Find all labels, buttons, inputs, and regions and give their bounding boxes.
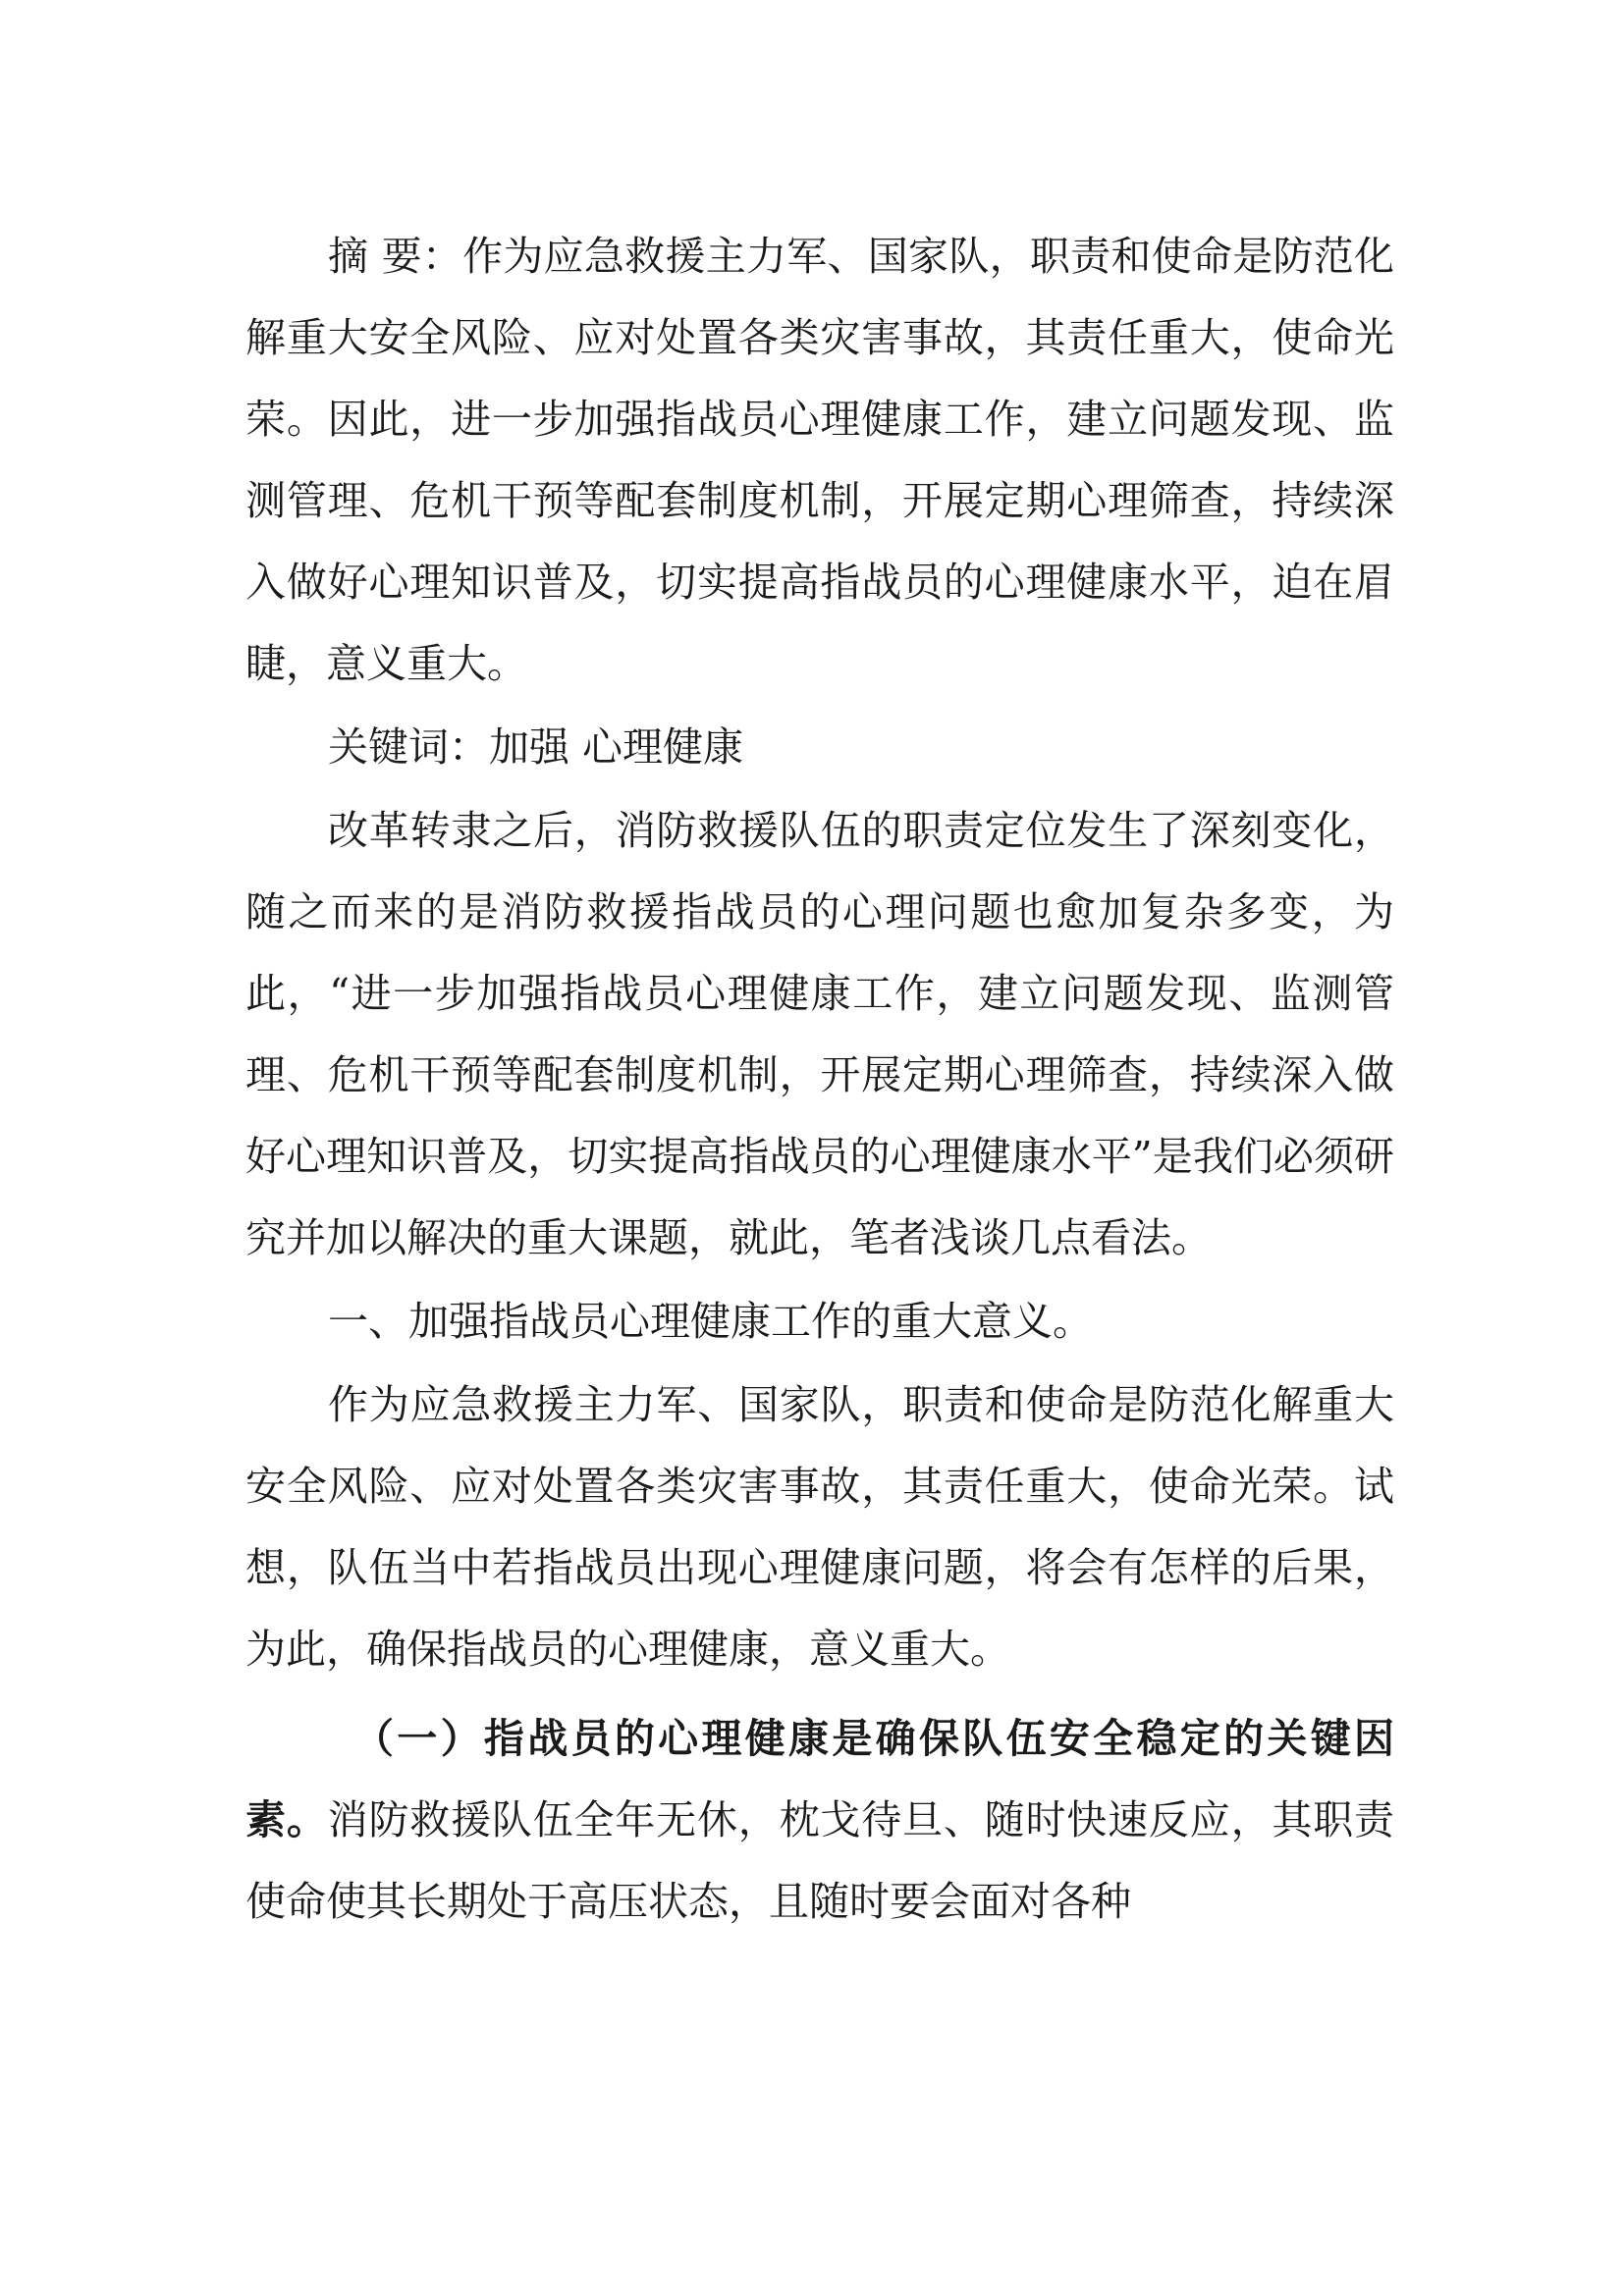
document-body	[245, 216, 1394, 1943]
section-paragraph: 作为应急救援主力军、国家队，职责和使命是防范化解重大安全风险、应对处置各类灾害事故，其责任重大，使命光荣。试想，队伍当中若指战员出现心理健康问题，将会有怎样的后果，为此，确保指战员的心理健康，意义重大。	[245, 1381, 1394, 1673]
section-heading: 一、加强指战员心理健康工作的重大意义。	[328, 1298, 1093, 1345]
keywords-paragraph	[245, 707, 1394, 788]
subsection-text: 消防救援队伍全年无休，枕戈待旦、随时快速反应，其职责使命使其长期处于高压状态，且随时要会面对各种	[245, 1796, 1395, 1925]
keywords-label: 关键词：	[328, 723, 489, 771]
abstract-paragraph	[245, 216, 1394, 705]
subsection-heading: （一）指战员的心理健康是确保队伍安全稳定的关键因素。	[245, 1715, 1394, 1843]
keywords-text: 加强 心理健康	[489, 723, 744, 771]
subsection-paragraph	[245, 1698, 1394, 1943]
abstract-text: 作为应急救援主力军、国家队，职责和使命是防范化解重大安全风险、应对处置各类灾害事故，其责任重大，使命光荣。因此，进一步加强指战员心理健康工作，建立问题发现、监测管理、危机干预等配套制度机制，开展定期心理筛查，持续深入做好心理知识普及，切实提高指战员的心理健康水平，迫在眉睫，意义重大。	[245, 233, 1394, 687]
intro-paragraph: 改革转隶之后，消防救援队伍的职责定位发生了深刻变化，随之而来的是消防救援指战员的心理问题也愈加复杂多变，为此，“进一步加强指战员心理健康工作，建立问题发现、监测管理、危机干预等配套制度机制，开展定期心理筛查，持续深入做好心理知识普及，切实提高指战员的心理健康水平”是我们必须研究并加以解决的重大课题，就此，笔者浅谈几点看法。	[245, 807, 1394, 1261]
abstract-label: 摘 要：	[328, 233, 463, 280]
